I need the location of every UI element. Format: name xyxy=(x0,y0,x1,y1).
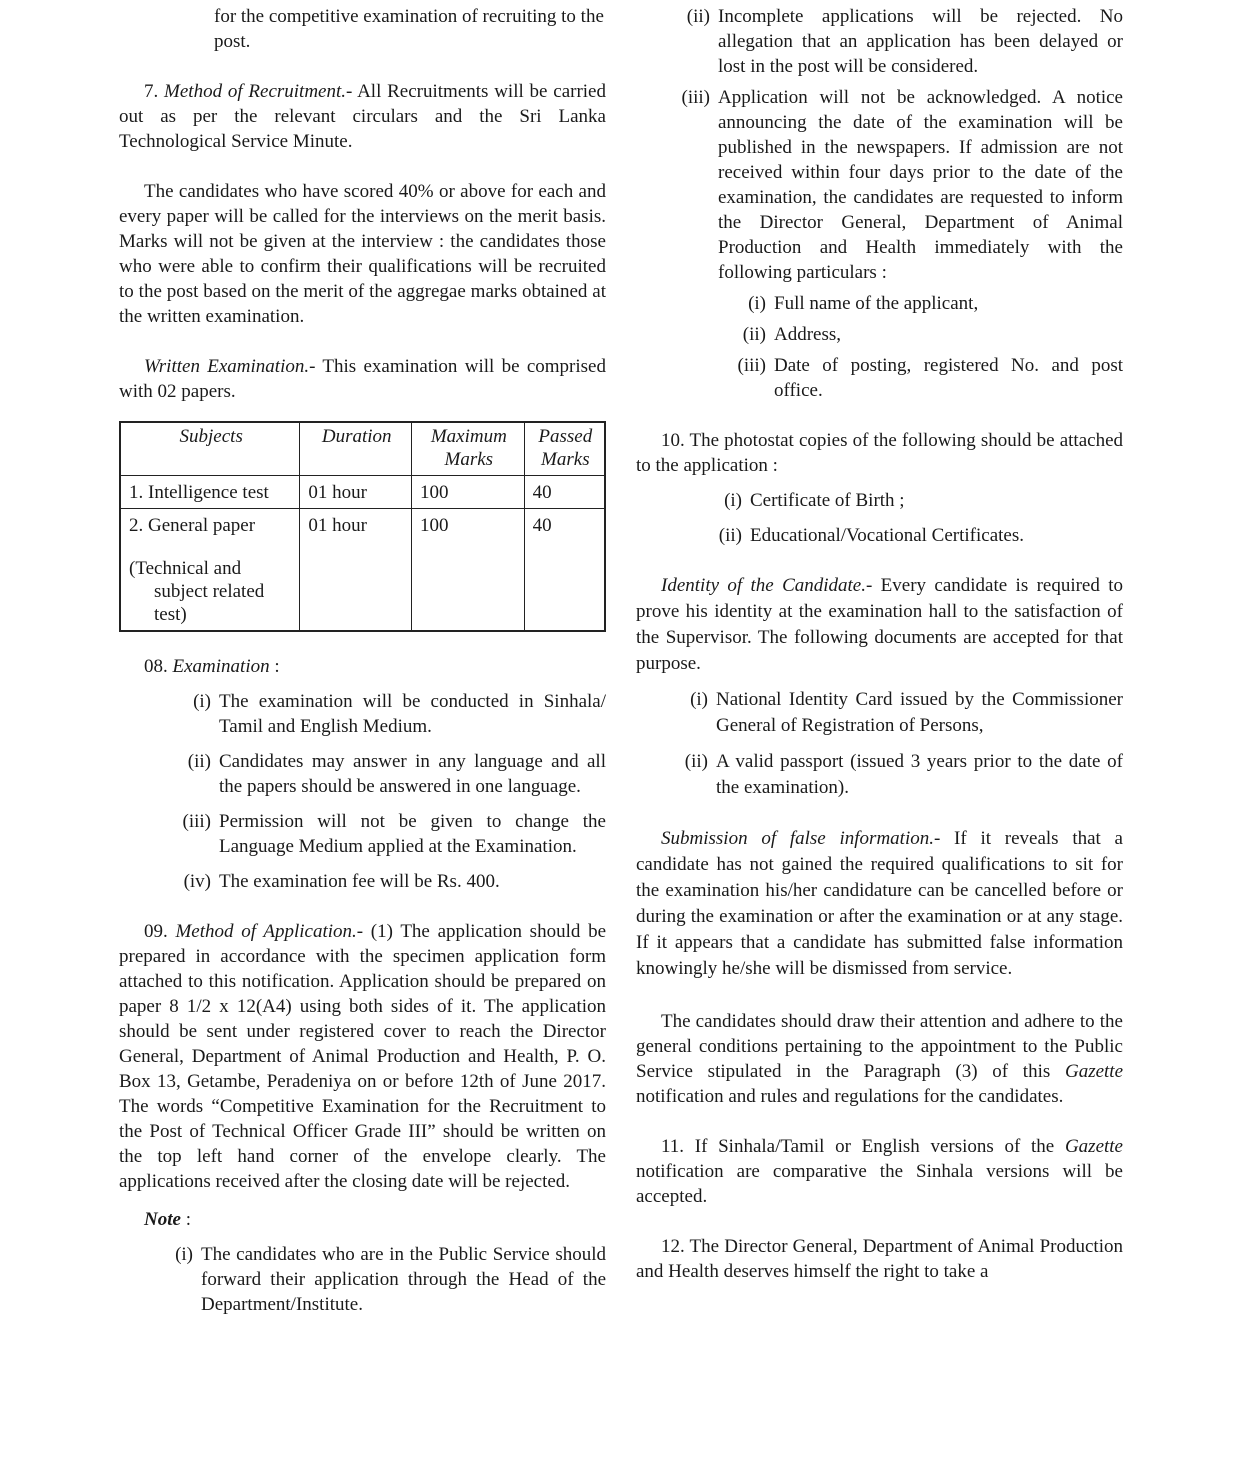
identity-text: - Every candidate is required to prove his identity at the examination hall to the satisfaction of the Supervisor. The following documents are accepted for that purpose. xyxy=(636,575,1124,674)
false-information-paragraph xyxy=(636,826,1123,982)
list-item xyxy=(636,85,1123,285)
list-item-number: (iii) xyxy=(681,87,710,108)
false-information-heading: Submission of false information. xyxy=(661,828,934,849)
section-10-paragraph: 10. The photostat copies of the following should be attached to the application : xyxy=(636,430,1123,476)
list-item-number: (ii) xyxy=(718,525,742,546)
list-item xyxy=(636,291,1123,316)
gazette-word: Gazette xyxy=(1064,1136,1123,1157)
interview-paragraph: The candidates who have scored 40% or above for each and every paper will be called for the interviews on the merit basis. Marks will not be given at the interview : the candidates those who were able to confirm their qualifications will be recruited to the post based on the merit of the aggregae marks obtained at the written examination. xyxy=(119,181,606,327)
section-11-text-part-1: 11. If Sinhala/Tamil or English versions of the xyxy=(661,1136,1055,1157)
general-text-part-1: The candidates should draw their attention and adhere to the general conditions pertaining to the appointment to the Public Service stipulated in the Paragraph (3) of this xyxy=(636,1011,1123,1082)
particulars-list xyxy=(636,291,1123,403)
list-item-number: (ii) xyxy=(686,6,710,27)
list-item xyxy=(636,488,1123,513)
paragraph-continuation: for the competitive examination of recruiting to the post. xyxy=(214,6,604,52)
list-item-number: (i) xyxy=(748,293,766,314)
list-item-number: (iii) xyxy=(182,811,211,832)
table-cell-subject xyxy=(120,509,300,632)
table-cell-max: 100 xyxy=(411,476,524,509)
list-item xyxy=(636,4,1123,79)
list-item xyxy=(636,353,1123,403)
right-column xyxy=(636,4,1123,1284)
section-8-list xyxy=(119,689,606,894)
section-11-paragraph xyxy=(636,1134,1123,1209)
list-item xyxy=(636,687,1123,739)
list-item-number: (ii) xyxy=(684,751,708,772)
section-7-paragraph xyxy=(119,79,606,154)
section-7-text: - All Recruitments will be carried out as per the relevant circulars and the Sri Lanka Technological Service Minute. xyxy=(119,81,606,152)
list-item-number: (iii) xyxy=(737,355,766,376)
list-item xyxy=(119,689,606,739)
section-9-paragraph xyxy=(119,919,606,1194)
section-8-number: 08. xyxy=(144,656,168,677)
list-item-text: Candidates may answer in any language and all the papers should be answered in one language. xyxy=(219,751,606,797)
list-item-number: (i) xyxy=(724,490,742,511)
list-item xyxy=(636,749,1123,801)
section-8-colon: : xyxy=(274,656,280,677)
section-9-heading: Method of Application. xyxy=(175,921,357,942)
table-header-maximum-marks: Maximum Marks xyxy=(411,422,524,476)
list-item-number: (iv) xyxy=(183,871,211,892)
general-text-part-2: notification and rules and regulations for the candidates. xyxy=(636,1086,1064,1107)
subject-note-line-2: subject related xyxy=(154,581,265,602)
list-item-number: (i) xyxy=(193,691,211,712)
list-item-number: (ii) xyxy=(187,751,211,772)
note-label: Note xyxy=(144,1209,181,1230)
section-7-heading: Method of Recruitment. xyxy=(164,81,347,102)
list-item-text: Permission will not be given to change the Language Medium applied at the Examination. xyxy=(219,811,606,857)
list-item-text: Full name of the applicant, xyxy=(774,293,979,314)
section-8-heading: Examination xyxy=(172,656,270,677)
written-exam-paragraph xyxy=(119,354,606,404)
left-column xyxy=(119,4,606,1317)
general-conditions-paragraph xyxy=(636,1009,1123,1109)
list-item-text: National Identity Card issued by the Commissioner General of Registration of Persons, xyxy=(716,689,1123,736)
list-item-text: A valid passport (issued 3 years prior to the date of the examination). xyxy=(716,751,1123,798)
list-item xyxy=(119,1242,606,1317)
identity-heading: Identity of the Candidate. xyxy=(661,575,866,596)
note-heading-line xyxy=(119,1207,606,1232)
list-item-text: Address, xyxy=(774,324,842,345)
list-item xyxy=(119,809,606,859)
list-item-text: Educational/Vocational Certificates. xyxy=(750,525,1024,546)
table-row xyxy=(120,476,605,509)
false-information-text: - If it reveals that a candidate has not gained the required qualifications to sit for the examination his/her candidature can be cancelled before or during the examination or after the examination or at any stage. If it appears that a candidate has submitted false information knowingly he/she will be dismissed from service. xyxy=(636,828,1123,979)
table-cell-passed: 40 xyxy=(524,476,605,509)
subject-note-line-1: (Technical and xyxy=(129,558,242,579)
note-colon: : xyxy=(185,1209,191,1230)
section-7-number: 7. xyxy=(144,81,159,102)
list-item-number: (i) xyxy=(690,689,708,710)
identity-paragraph xyxy=(636,573,1123,677)
list-item xyxy=(119,749,606,799)
table-cell-passed: 40 xyxy=(524,509,605,632)
list-item-number: (i) xyxy=(175,1244,193,1265)
exam-papers-table xyxy=(119,421,606,632)
list-item xyxy=(636,523,1123,548)
list-item-text: The examination fee will be Rs. 400. xyxy=(219,871,500,892)
subject-name: 2. General paper xyxy=(129,515,256,536)
section-8-heading-line xyxy=(119,654,606,679)
table-row xyxy=(120,509,605,632)
section-9-number: 09. xyxy=(144,921,168,942)
list-item-text: The examination will be conducted in Sinhala/ Tamil and English Medium. xyxy=(219,691,606,737)
list-item xyxy=(636,322,1123,347)
written-exam-text: - This examination will be comprised with 02 papers. xyxy=(119,356,606,402)
section-11-text-part-2: notification are comparative the Sinhala versions will be accepted. xyxy=(636,1161,1123,1207)
table-cell-subject: 1. Intelligence test xyxy=(120,476,300,509)
table-header-duration: Duration xyxy=(300,422,412,476)
section-12-paragraph: 12. The Director General, Department of Animal Production and Health deserves himself the right to take a xyxy=(636,1236,1123,1282)
list-item xyxy=(119,869,606,894)
gazette-word: Gazette xyxy=(1064,1061,1124,1082)
list-item-text: Date of posting, registered No. and post office. xyxy=(774,355,1123,401)
table-header-row xyxy=(120,422,605,476)
written-exam-heading: Written Examination. xyxy=(144,356,310,377)
list-item-text: Incomplete applications will be rejected. No allegation that an application has been delayed or lost in the post will be considered. xyxy=(718,6,1123,77)
section-9-text: - (1) The application should be prepared in accordance with the specimen application form attached to this notification. Application should be prepared on paper 8 1/2 x 12(A4) using both sides of it. The application should be sent under registered cover to reach the Director General, Department of Animal Production and Health, P. O. Box 13, Getambe, Peradeniya on or before 12th of June 2017. The words “Competitive Examination for the Recruitment to the Post of Technical Officer Grade III” should be written on the top left hand corner of the envelope clearly. The applications received after the closing date will be rejected. xyxy=(119,921,606,1192)
list-item-text: Certificate of Birth ; xyxy=(750,490,905,511)
subject-note-line-3: test) xyxy=(154,604,187,625)
table-header-passed-marks: Passed Marks xyxy=(524,422,605,476)
list-item-number: (ii) xyxy=(742,324,766,345)
table-cell-duration: 01 hour xyxy=(300,509,412,632)
list-item-text: Application will not be acknowledged. A notice announcing the date of the examination will be published in the newspapers. If admission are not received within four days prior to the date of the examination, the candidates are requested to inform the Director General, Department of Animal Production and Health immediately with the following particulars : xyxy=(718,87,1123,283)
table-cell-duration: 01 hour xyxy=(300,476,412,509)
table-header-subjects: Subjects xyxy=(120,422,300,476)
table-cell-max: 100 xyxy=(411,509,524,632)
list-item-text: The candidates who are in the Public Service should forward their application through the Head of the Department/Institute. xyxy=(201,1244,606,1315)
